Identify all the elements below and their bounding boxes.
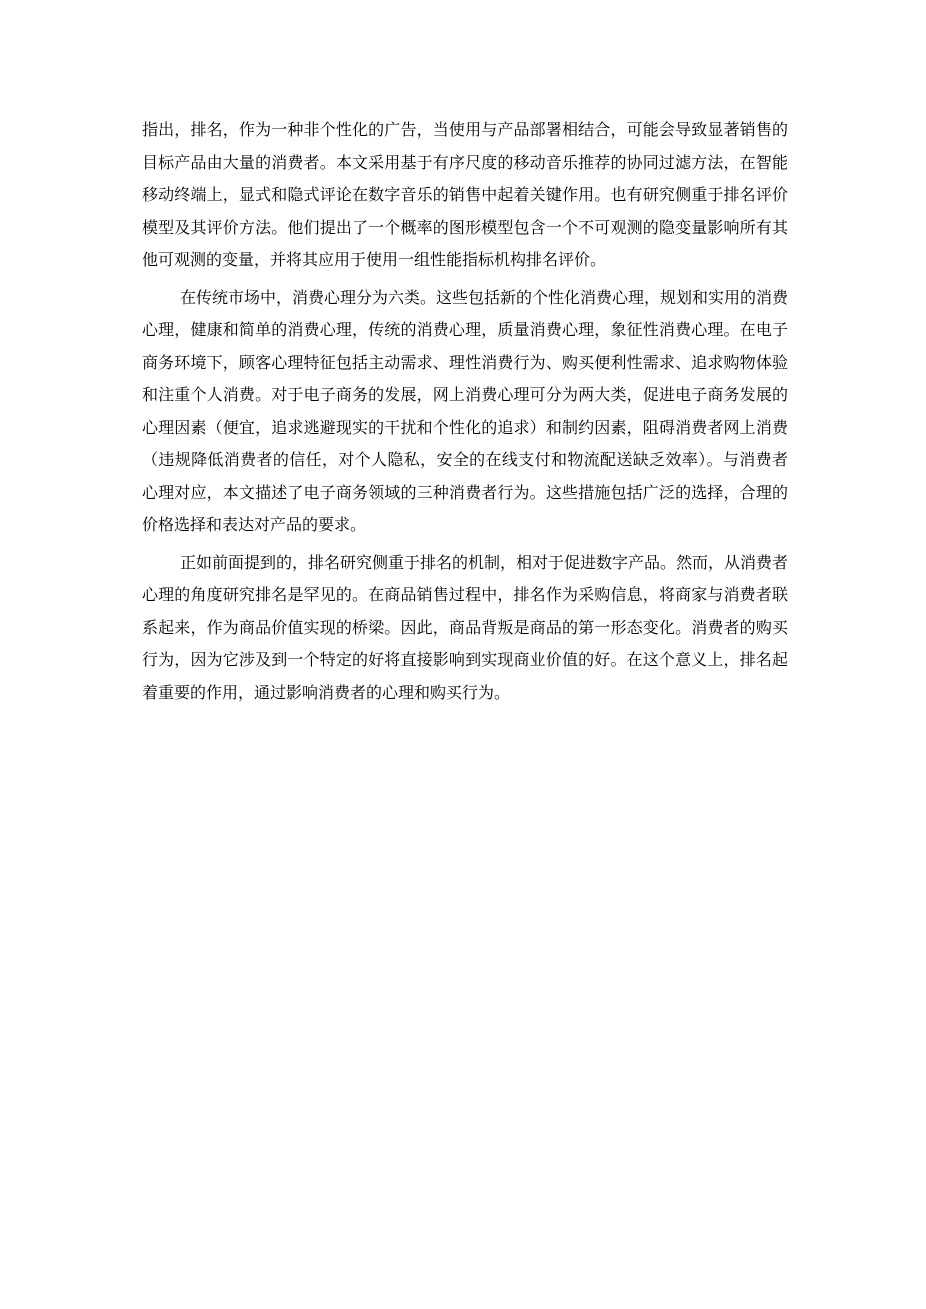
document-page: [142, 114, 788, 709]
paragraph-continuation: 指出，排名，作为一种非个性化的广告，当使用与产品部署相结合，可能会导致显著销售的目标产品由大量的消费者。本文采用基于有序尺度的移动音乐推荐的协同过滤方法，在智能移动终端上，显式和隐式评论在数字音乐的销售中起着关键作用。也有研究侧重于排名评价模型及其评价方法。他们提出了一个概率的图形模型包含一个不可观测的隐变量影响所有其他可观测的变量，并将其应用于使用一组性能指标机构排名评价。: [142, 120, 788, 269]
paragraph-consumer-psychology: 在传统市场中，消费心理分为六类。这些包括新的个性化消费心理，规划和实用的消费心理，健康和简单的消费心理，传统的消费心理，质量消费心理，象征性消费心理。在电子商务环境下，顾客心理特征包括主动需求、理性消费行为、购买便利性需求、追求购物体验和注重个人消费。对于电子商务的发展，网上消费心理可分为两大类，促进电子商务发展的心理因素（便宜，追求逃避现实的干扰和个性化的追求）和制约因素，阻碍消费者网上消费（违规降低消费者的信任，对个人隐私，安全的在线支付和物流配送缺乏效率）。与消费者心理对应，本文描述了电子商务领域的三种消费者行为。这些措施包括广泛的选择，合理的价格选择和表达对产品的要求。: [142, 287, 789, 534]
paragraph-ranking-research: 正如前面提到的，排名研究侧重于排名的机制，相对于促进数字产品。然而，从消费者心理的角度研究排名是罕见的。在商品销售过程中，排名作为采购信息，将商家与消费者联系起来，作为商品价值实现的桥梁。因此，商品背叛是商品的第一形态变化。消费者的购买行为，因为它涉及到一个特定的好将直接影响到实现商业价值的好。在这个意义上，排名起着重要的作用，通过影响消费者的心理和购买行为。: [142, 552, 789, 702]
